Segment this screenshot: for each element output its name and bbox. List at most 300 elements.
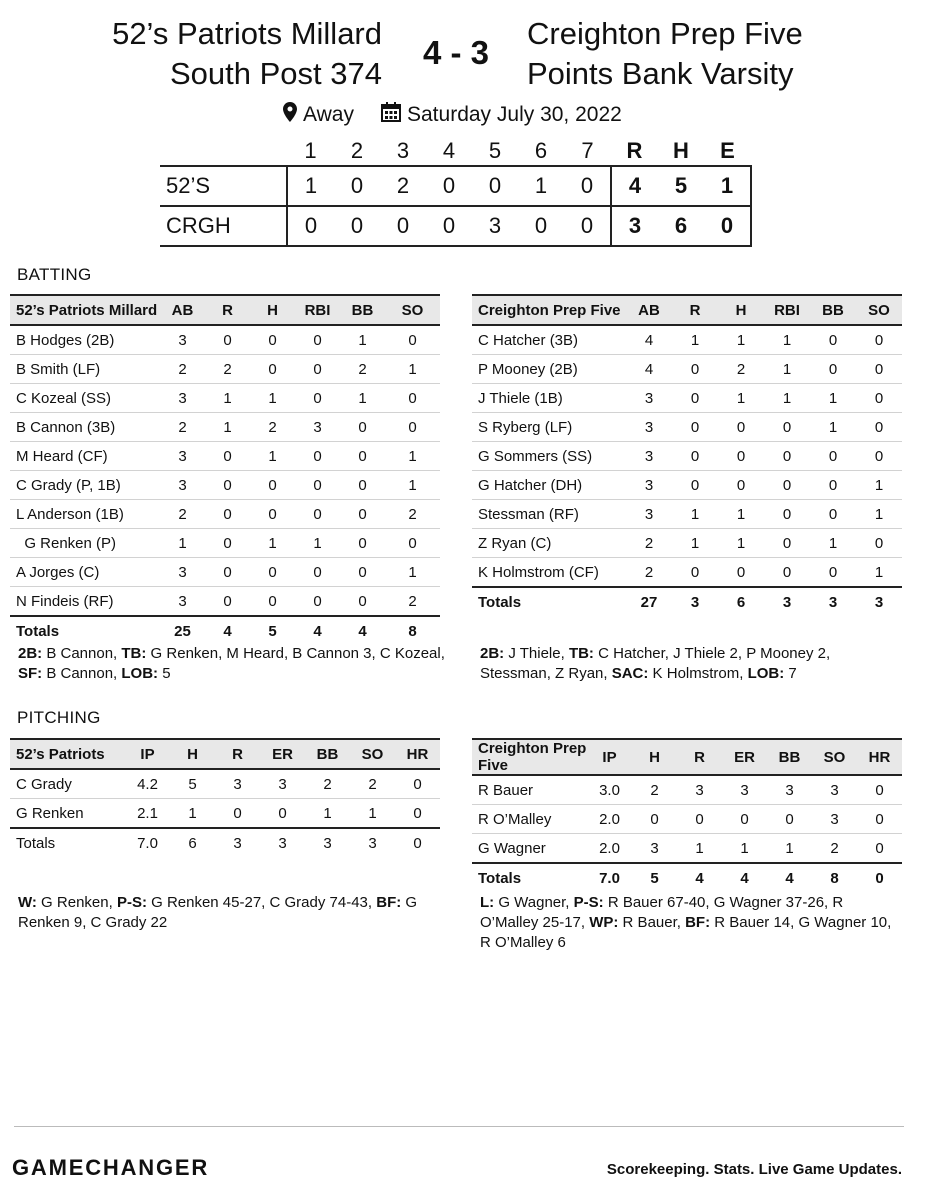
column-header: AB — [626, 295, 672, 325]
player-name: G Sommers (SS) — [472, 442, 626, 471]
home-team-line2: Points Bank Varsity — [527, 56, 794, 91]
stat-cell: 0 — [250, 500, 295, 529]
stat-note-text: G Renken, — [36, 894, 117, 911]
stat-cell: 0 — [340, 471, 385, 500]
stat-cell: 0 — [340, 529, 385, 558]
stat-note-text: K Holmstrom, — [648, 665, 748, 682]
total-cell: 3 — [672, 587, 718, 616]
stat-cell: 0 — [205, 325, 250, 355]
home-pitching-table — [472, 738, 902, 892]
table-row — [472, 500, 902, 529]
stat-cell: 0 — [205, 529, 250, 558]
table-row — [10, 384, 440, 413]
stat-cell: 3 — [626, 413, 672, 442]
stat-cell: 2 — [160, 355, 205, 384]
stat-cell: 5 — [170, 769, 215, 799]
table-row — [472, 442, 902, 471]
stat-cell: 0 — [718, 558, 764, 588]
column-header: R — [672, 295, 718, 325]
stat-note-label: TB: — [568, 645, 594, 662]
hits-total: 6 — [658, 206, 704, 246]
inning-score: 0 — [334, 206, 380, 246]
stat-note-text: G Renken, M Heard, B Cannon 3, C Kozeal, — [146, 645, 445, 662]
total-cell: 25 — [160, 616, 205, 645]
stat-cell: 1 — [672, 500, 718, 529]
player-name: B Cannon (3B) — [10, 413, 160, 442]
stat-cell: 0 — [215, 799, 260, 829]
stat-note-text: B Cannon, — [42, 665, 122, 682]
stat-cell: 0 — [205, 558, 250, 587]
stat-cell: 0 — [764, 442, 810, 471]
inning-header: 4 — [442, 138, 456, 163]
table-row — [10, 769, 440, 799]
stat-cell: 1 — [767, 834, 812, 864]
stat-cell: 3 — [677, 775, 722, 805]
stat-cell: 2 — [250, 413, 295, 442]
total-cell: 3 — [350, 828, 395, 857]
errors-total: 1 — [704, 166, 751, 206]
column-header: BB — [340, 295, 385, 325]
stat-cell: 1 — [672, 325, 718, 355]
game-date — [381, 102, 622, 128]
table-row — [472, 325, 902, 355]
stat-cell: 1 — [385, 558, 440, 587]
column-header: BB — [305, 739, 350, 769]
home-batting-notes — [480, 644, 890, 684]
stat-cell: 3.0 — [587, 775, 632, 805]
stat-cell: 1 — [205, 384, 250, 413]
inning-score: 0 — [334, 166, 380, 206]
stat-cell: 0 — [340, 442, 385, 471]
stat-cell: 3 — [260, 769, 305, 799]
total-cell: 7.0 — [125, 828, 170, 857]
player-name: K Holmstrom (CF) — [472, 558, 626, 588]
runs-header: R — [626, 138, 643, 163]
total-cell: 3 — [764, 587, 810, 616]
stat-cell: 0 — [395, 799, 440, 829]
stat-cell: 0 — [672, 442, 718, 471]
inning-header: 3 — [396, 138, 410, 163]
away-team-name — [22, 14, 382, 94]
team-name-header: Creighton Prep Five — [472, 295, 626, 325]
stat-cell: 1 — [722, 834, 767, 864]
stat-cell: 0 — [856, 325, 902, 355]
stat-cell: 3 — [160, 384, 205, 413]
player-name: R O’Malley — [472, 805, 587, 834]
stat-cell: 4 — [626, 355, 672, 384]
table-row — [472, 558, 902, 588]
linescore-row-away — [160, 166, 751, 206]
player-name: G Renken — [10, 799, 125, 829]
inning-score: 0 — [564, 206, 611, 246]
totals-row — [10, 616, 440, 645]
stat-cell: 0 — [810, 558, 856, 588]
stat-note-label: BF: — [685, 914, 711, 931]
column-header: BB — [767, 739, 812, 775]
team-name-header: 52’s Patriots Millard — [10, 295, 160, 325]
stat-cell: 0 — [856, 413, 902, 442]
stat-cell: 2 — [205, 355, 250, 384]
inning-score: 0 — [426, 166, 472, 206]
stat-cell: 4.2 — [125, 769, 170, 799]
stat-note-text: R Bauer, — [618, 914, 686, 931]
stat-cell: 3 — [626, 442, 672, 471]
stat-cell: 0 — [857, 834, 902, 864]
stat-note-text: G Wagner, — [494, 894, 574, 911]
table-header-row — [472, 739, 902, 775]
stat-cell: 3 — [295, 413, 340, 442]
linescore-table — [160, 137, 752, 247]
total-cell: 4 — [677, 863, 722, 892]
stat-cell: 3 — [215, 769, 260, 799]
table-row — [10, 325, 440, 355]
game-meta — [0, 100, 928, 128]
stat-cell: 0 — [295, 384, 340, 413]
home-batting-table — [472, 294, 902, 616]
stat-cell: 1 — [764, 355, 810, 384]
stat-cell: 0 — [385, 325, 440, 355]
totals-label: Totals — [472, 587, 626, 616]
player-name: P Mooney (2B) — [472, 355, 626, 384]
stat-note-label: LOB: — [121, 665, 159, 682]
stat-cell: 0 — [857, 805, 902, 834]
away-batting-table — [10, 294, 440, 645]
stat-note-text: R Bauer 14, G Wagner 10, R O’Malley 6 — [480, 914, 892, 951]
stat-cell: 0 — [295, 500, 340, 529]
inning-score: 0 — [518, 206, 564, 246]
stat-cell: 1 — [385, 355, 440, 384]
stat-cell: 1 — [340, 384, 385, 413]
table-row — [472, 384, 902, 413]
stat-cell: 0 — [810, 471, 856, 500]
stat-cell: 3 — [812, 805, 857, 834]
stat-note-text: G Renken 9, C Grady 22 — [18, 894, 418, 931]
game-header — [0, 14, 928, 104]
column-header: IP — [125, 739, 170, 769]
stat-cell: 0 — [672, 384, 718, 413]
column-header: R — [677, 739, 722, 775]
column-header: R — [215, 739, 260, 769]
stat-cell: 2 — [718, 355, 764, 384]
stat-cell: 0 — [250, 325, 295, 355]
linescore — [160, 137, 752, 247]
stat-note-text: C Hatcher, J Thiele 2, P Mooney 2, Stessman, Z Ryan, — [480, 645, 831, 682]
stat-cell: 3 — [626, 471, 672, 500]
inning-header: 6 — [534, 138, 548, 163]
stat-note-text: G Renken 45-27, C Grady 74-43, — [146, 894, 377, 911]
stat-cell: 0 — [385, 529, 440, 558]
table-row — [472, 471, 902, 500]
stat-cell: 1 — [718, 325, 764, 355]
stat-cell: 0 — [672, 558, 718, 588]
stat-cell: 0 — [856, 355, 902, 384]
column-header: H — [250, 295, 295, 325]
stat-cell: 0 — [764, 471, 810, 500]
stat-cell: 1 — [718, 500, 764, 529]
stat-cell: 2.0 — [587, 834, 632, 864]
stat-cell: 1 — [250, 384, 295, 413]
total-cell: 3 — [215, 828, 260, 857]
inning-score: 0 — [380, 206, 426, 246]
column-header: R — [205, 295, 250, 325]
stat-note-text: B Cannon, — [42, 645, 122, 662]
away-pitching-table — [10, 738, 440, 857]
stat-cell: 0 — [295, 355, 340, 384]
stat-cell: 1 — [764, 384, 810, 413]
column-header: IP — [587, 739, 632, 775]
stat-note-label: P-S: — [116, 894, 147, 911]
player-name: N Findeis (RF) — [10, 587, 160, 617]
stat-cell: 0 — [764, 558, 810, 588]
inning-score: 0 — [472, 166, 518, 206]
footer-divider — [14, 1126, 904, 1127]
stat-cell: 1 — [170, 799, 215, 829]
date-label: Saturday July 30, 2022 — [407, 103, 622, 126]
stat-cell: 0 — [718, 413, 764, 442]
stat-note-text: J Thiele, — [504, 645, 569, 662]
stat-note-label: BF: — [376, 894, 402, 911]
away-team-line1: 52’s Patriots Millard — [112, 16, 382, 51]
player-name: C Kozeal (SS) — [10, 384, 160, 413]
stat-cell: 0 — [385, 384, 440, 413]
stat-cell: 0 — [340, 558, 385, 587]
stat-cell: 0 — [672, 355, 718, 384]
stat-cell: 0 — [250, 471, 295, 500]
inning-score: 0 — [564, 166, 611, 206]
player-name: S Ryberg (LF) — [472, 413, 626, 442]
totals-label: Totals — [10, 828, 125, 857]
total-cell: 4 — [205, 616, 250, 645]
stat-cell: 0 — [764, 413, 810, 442]
batting-section-title: BATTING — [17, 265, 92, 284]
total-cell: 5 — [632, 863, 677, 892]
stat-cell: 0 — [205, 471, 250, 500]
stat-cell: 3 — [160, 587, 205, 617]
stat-cell: 3 — [722, 775, 767, 805]
table-row — [10, 355, 440, 384]
column-header: SO — [856, 295, 902, 325]
table-header-row — [472, 295, 902, 325]
stat-cell: 1 — [340, 325, 385, 355]
table-row — [10, 799, 440, 829]
total-cell: 0 — [395, 828, 440, 857]
stat-cell: 2.1 — [125, 799, 170, 829]
hits-header: H — [673, 138, 689, 163]
total-cell: 8 — [385, 616, 440, 645]
stat-cell: 4 — [626, 325, 672, 355]
total-cell: 0 — [857, 863, 902, 892]
column-header: RBI — [295, 295, 340, 325]
linescore-row-home — [160, 206, 751, 246]
inning-score: 1 — [518, 166, 564, 206]
table-row — [10, 558, 440, 587]
totals-row — [472, 587, 902, 616]
stat-cell: 0 — [672, 471, 718, 500]
column-header: RBI — [764, 295, 810, 325]
team-name-header: 52’s Patriots — [10, 739, 125, 769]
stat-cell: 0 — [250, 587, 295, 617]
stat-cell: 0 — [810, 325, 856, 355]
map-pin-icon — [283, 102, 297, 128]
stat-cell: 3 — [812, 775, 857, 805]
table-row — [10, 500, 440, 529]
total-cell: 7.0 — [587, 863, 632, 892]
table-row — [10, 442, 440, 471]
stat-cell: 2 — [340, 355, 385, 384]
stat-cell: 0 — [856, 529, 902, 558]
stat-cell: 3 — [626, 384, 672, 413]
stat-cell: 0 — [718, 471, 764, 500]
total-cell: 5 — [250, 616, 295, 645]
home-pitching-notes — [480, 893, 900, 953]
inning-header: 1 — [304, 138, 317, 163]
stat-cell: 1 — [305, 799, 350, 829]
gamechanger-logo: GAMECHANGER — [12, 1155, 210, 1180]
column-header: H — [632, 739, 677, 775]
table-row — [10, 529, 440, 558]
stat-cell: 0 — [856, 442, 902, 471]
stat-cell: 3 — [160, 471, 205, 500]
stat-cell: 0 — [722, 805, 767, 834]
stat-cell: 0 — [295, 587, 340, 617]
stat-cell: 2 — [812, 834, 857, 864]
stat-note-label: L: — [480, 894, 495, 911]
pitching-section-title: PITCHING — [17, 708, 101, 727]
stat-cell: 0 — [810, 500, 856, 529]
game-location — [283, 102, 354, 128]
stat-cell: 0 — [340, 587, 385, 617]
home-team-line1: Creighton Prep Five — [527, 16, 803, 51]
stat-cell: 0 — [260, 799, 305, 829]
stat-cell: 2 — [160, 413, 205, 442]
player-name: J Thiele (1B) — [472, 384, 626, 413]
stat-cell: 1 — [250, 442, 295, 471]
total-cell: 4 — [767, 863, 812, 892]
stat-cell: 0 — [205, 500, 250, 529]
stat-cell: 1 — [810, 529, 856, 558]
stat-cell: 2.0 — [587, 805, 632, 834]
total-cell: 6 — [718, 587, 764, 616]
column-header: SO — [385, 295, 440, 325]
column-header: SO — [812, 739, 857, 775]
player-name: C Grady — [10, 769, 125, 799]
stat-cell: 1 — [856, 558, 902, 588]
table-row — [472, 805, 902, 834]
stat-cell: 3 — [632, 834, 677, 864]
column-header: SO — [350, 739, 395, 769]
stat-cell: 1 — [295, 529, 340, 558]
stat-note-text: R Bauer 67-40, G Wagner 37-26, R O’Malley 25-17, — [480, 894, 844, 931]
stat-cell: 0 — [295, 471, 340, 500]
inning-header: 5 — [488, 138, 502, 163]
stat-cell: 1 — [718, 384, 764, 413]
stat-cell: 2 — [160, 500, 205, 529]
stat-cell: 1 — [350, 799, 395, 829]
stat-cell: 2 — [305, 769, 350, 799]
stat-note-label: TB: — [121, 645, 147, 662]
stat-cell: 1 — [250, 529, 295, 558]
stat-cell: 2 — [632, 775, 677, 805]
table-row — [10, 413, 440, 442]
table-row — [472, 355, 902, 384]
total-cell: 4 — [295, 616, 340, 645]
stat-note-label: 2B: — [18, 645, 43, 662]
stat-cell: 0 — [385, 413, 440, 442]
stat-cell: 0 — [764, 529, 810, 558]
total-cell: 3 — [260, 828, 305, 857]
stat-cell: 0 — [295, 558, 340, 587]
column-header: AB — [160, 295, 205, 325]
stat-cell: 1 — [385, 471, 440, 500]
stat-cell: 1 — [160, 529, 205, 558]
player-name: G Hatcher (DH) — [472, 471, 626, 500]
total-cell: 6 — [170, 828, 215, 857]
totals-row — [472, 863, 902, 892]
stat-note-label: 2B: — [480, 645, 505, 662]
total-cell: 3 — [810, 587, 856, 616]
stat-cell: 1 — [385, 442, 440, 471]
inning-score: 0 — [426, 206, 472, 246]
stat-cell: 2 — [350, 769, 395, 799]
stat-cell: 1 — [810, 413, 856, 442]
column-header: ER — [260, 739, 305, 769]
total-cell: 3 — [305, 828, 350, 857]
stat-cell: 1 — [718, 529, 764, 558]
runs-total: 4 — [611, 166, 658, 206]
player-name: G Wagner — [472, 834, 587, 864]
total-cell: 8 — [812, 863, 857, 892]
inning-score: 1 — [287, 166, 334, 206]
stat-cell: 1 — [764, 325, 810, 355]
stat-cell: 0 — [250, 355, 295, 384]
inning-score: 3 — [472, 206, 518, 246]
stat-note-text: 5 — [158, 665, 171, 682]
table-row — [10, 471, 440, 500]
stat-cell: 0 — [857, 775, 902, 805]
stat-note-label: WP: — [589, 914, 619, 931]
stat-cell: 3 — [767, 775, 812, 805]
stat-cell: 0 — [250, 558, 295, 587]
final-score: 4 - 3 — [422, 34, 490, 71]
stat-cell: 2 — [385, 587, 440, 617]
inning-header: 2 — [350, 138, 364, 163]
stat-cell: 0 — [205, 442, 250, 471]
stat-note-label: P-S: — [573, 894, 604, 911]
stat-note-text: 7 — [784, 665, 797, 682]
stat-cell: 3 — [160, 442, 205, 471]
stat-cell: 0 — [295, 442, 340, 471]
table-row — [472, 775, 902, 805]
player-name: L Anderson (1B) — [10, 500, 160, 529]
stat-cell: 0 — [810, 355, 856, 384]
stat-cell: 0 — [340, 500, 385, 529]
table-row — [472, 834, 902, 864]
table-header-row — [10, 295, 440, 325]
stat-note-label: SAC: — [611, 665, 649, 682]
stat-cell: 1 — [810, 384, 856, 413]
away-team-line2: South Post 374 — [170, 56, 382, 91]
stat-cell: 0 — [395, 769, 440, 799]
stat-cell: 1 — [856, 500, 902, 529]
team-abbr: CRGH — [160, 206, 287, 246]
player-name: R Bauer — [472, 775, 587, 805]
stat-cell: 0 — [672, 413, 718, 442]
column-header: ER — [722, 739, 767, 775]
stat-cell: 0 — [205, 587, 250, 617]
team-abbr: 52’S — [160, 166, 287, 206]
inning-score: 2 — [380, 166, 426, 206]
away-pitching-notes — [18, 893, 443, 933]
